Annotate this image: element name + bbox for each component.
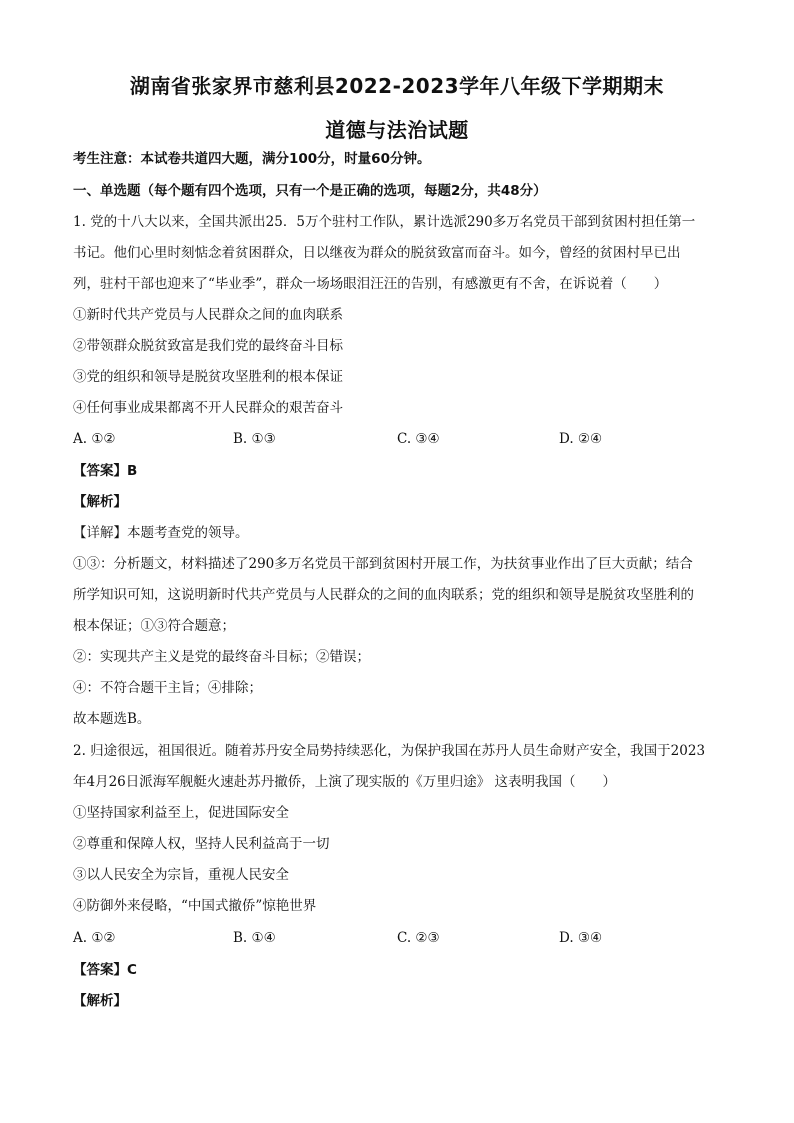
q2-option-a: A. ①②	[73, 930, 116, 946]
q1-stem-line: 书记。他们心里时刻惦念着贫困群众，日以继夜为群众的脱贫致富而奋斗。如今，曾经的贫困村早已出	[73, 245, 681, 261]
q1-option-a: A. ①②	[73, 431, 116, 447]
exam-title: 湖南省张家界市慈利县2022-2023学年八年级下学期期末	[129, 74, 665, 98]
q1-stem-line: 1. 党的十八大以来，全国共派出25．5万个驻村工作队，累计选派290多万名党员干部到贫困村担任第一	[73, 214, 696, 230]
exam-notice: 考生注意：本试卷共道四大题，满分100分，时量60分钟。	[73, 151, 431, 167]
q1-analysis-label: 【解析】	[73, 494, 127, 510]
q1-answer: 【答案】B	[73, 463, 138, 479]
q2-answer: 【答案】C	[73, 962, 137, 978]
q1-statement: ②带领群众脱贫致富是我们党的最终奋斗目标	[73, 338, 343, 354]
q2-option-d: D. ③④	[559, 930, 603, 946]
q1-statement: ④任何事业成果都离不开人民群众的艰苦奋斗	[73, 400, 343, 416]
q1-statement: ①新时代共产党员与人民群众之间的血肉联系	[73, 307, 343, 323]
q1-stem-line: 列，驻村干部也迎来了“毕业季”，群众一场场眼泪汪汪的告别，有感激更有不舍，在诉说着（ ）	[73, 276, 668, 292]
exam-subtitle: 道德与法治试题	[325, 118, 469, 142]
q1-explanation-line: 根本保证；①③符合题意；	[73, 618, 235, 634]
q1-statement: ③党的组织和领导是脱贫攻坚胜利的根本保证	[73, 369, 343, 385]
q1-explanation-line: ②：实现共产主义是党的最终奋斗目标；②错误；	[73, 649, 370, 665]
q2-statement: ③以人民安全为宗旨，重视人民安全	[73, 867, 289, 883]
q2-option-b: B. ①④	[233, 930, 276, 946]
q2-stem-line: 年4月26日派海军舰艇火速赴苏丹撤侨，上演了现实版的《万里归途》 这表明我国（ ）	[73, 774, 617, 790]
q1-explanation-line: ④：不符合题干主旨；④排除；	[73, 680, 262, 696]
q1-option-b: B. ①③	[233, 431, 276, 447]
q2-statement: ①坚持国家利益至上，促进国际安全	[73, 805, 289, 821]
q1-explanation-line: 故本题选B。	[73, 711, 151, 727]
q1-detail: 【详解】本题考查党的领导。	[73, 525, 249, 541]
q2-statement: ④防御外来侵略，“中国式撤侨”惊艳世界	[73, 898, 317, 914]
q1-option-d: D. ②④	[559, 431, 603, 447]
q1-option-c: C. ③④	[397, 431, 440, 447]
q2-stem-line: 2. 归途很远，祖国很近。随着苏丹安全局势持续恶化，为保护我国在苏丹人员生命财产安全，我国于2023	[73, 743, 706, 759]
q2-analysis-label: 【解析】	[73, 993, 127, 1009]
section-heading: 一、单选题（每个题有四个选项，只有一个是正确的选项，每题2分，共48分）	[73, 183, 547, 199]
q2-option-c: C. ②③	[397, 930, 440, 946]
q1-explanation-line: ①③：分析题文，材料描述了290多万名党员干部到贫困村开展工作，为扶贫事业作出了巨大贡献；结合	[73, 556, 693, 572]
q2-statement: ②尊重和保障人权，坚持人民利益高于一切	[73, 836, 330, 852]
q1-explanation-line: 所学知识可知，这说明新时代共产党员与人民群众的之间的血肉联系；党的组织和领导是脱贫攻坚胜利的	[73, 587, 694, 603]
